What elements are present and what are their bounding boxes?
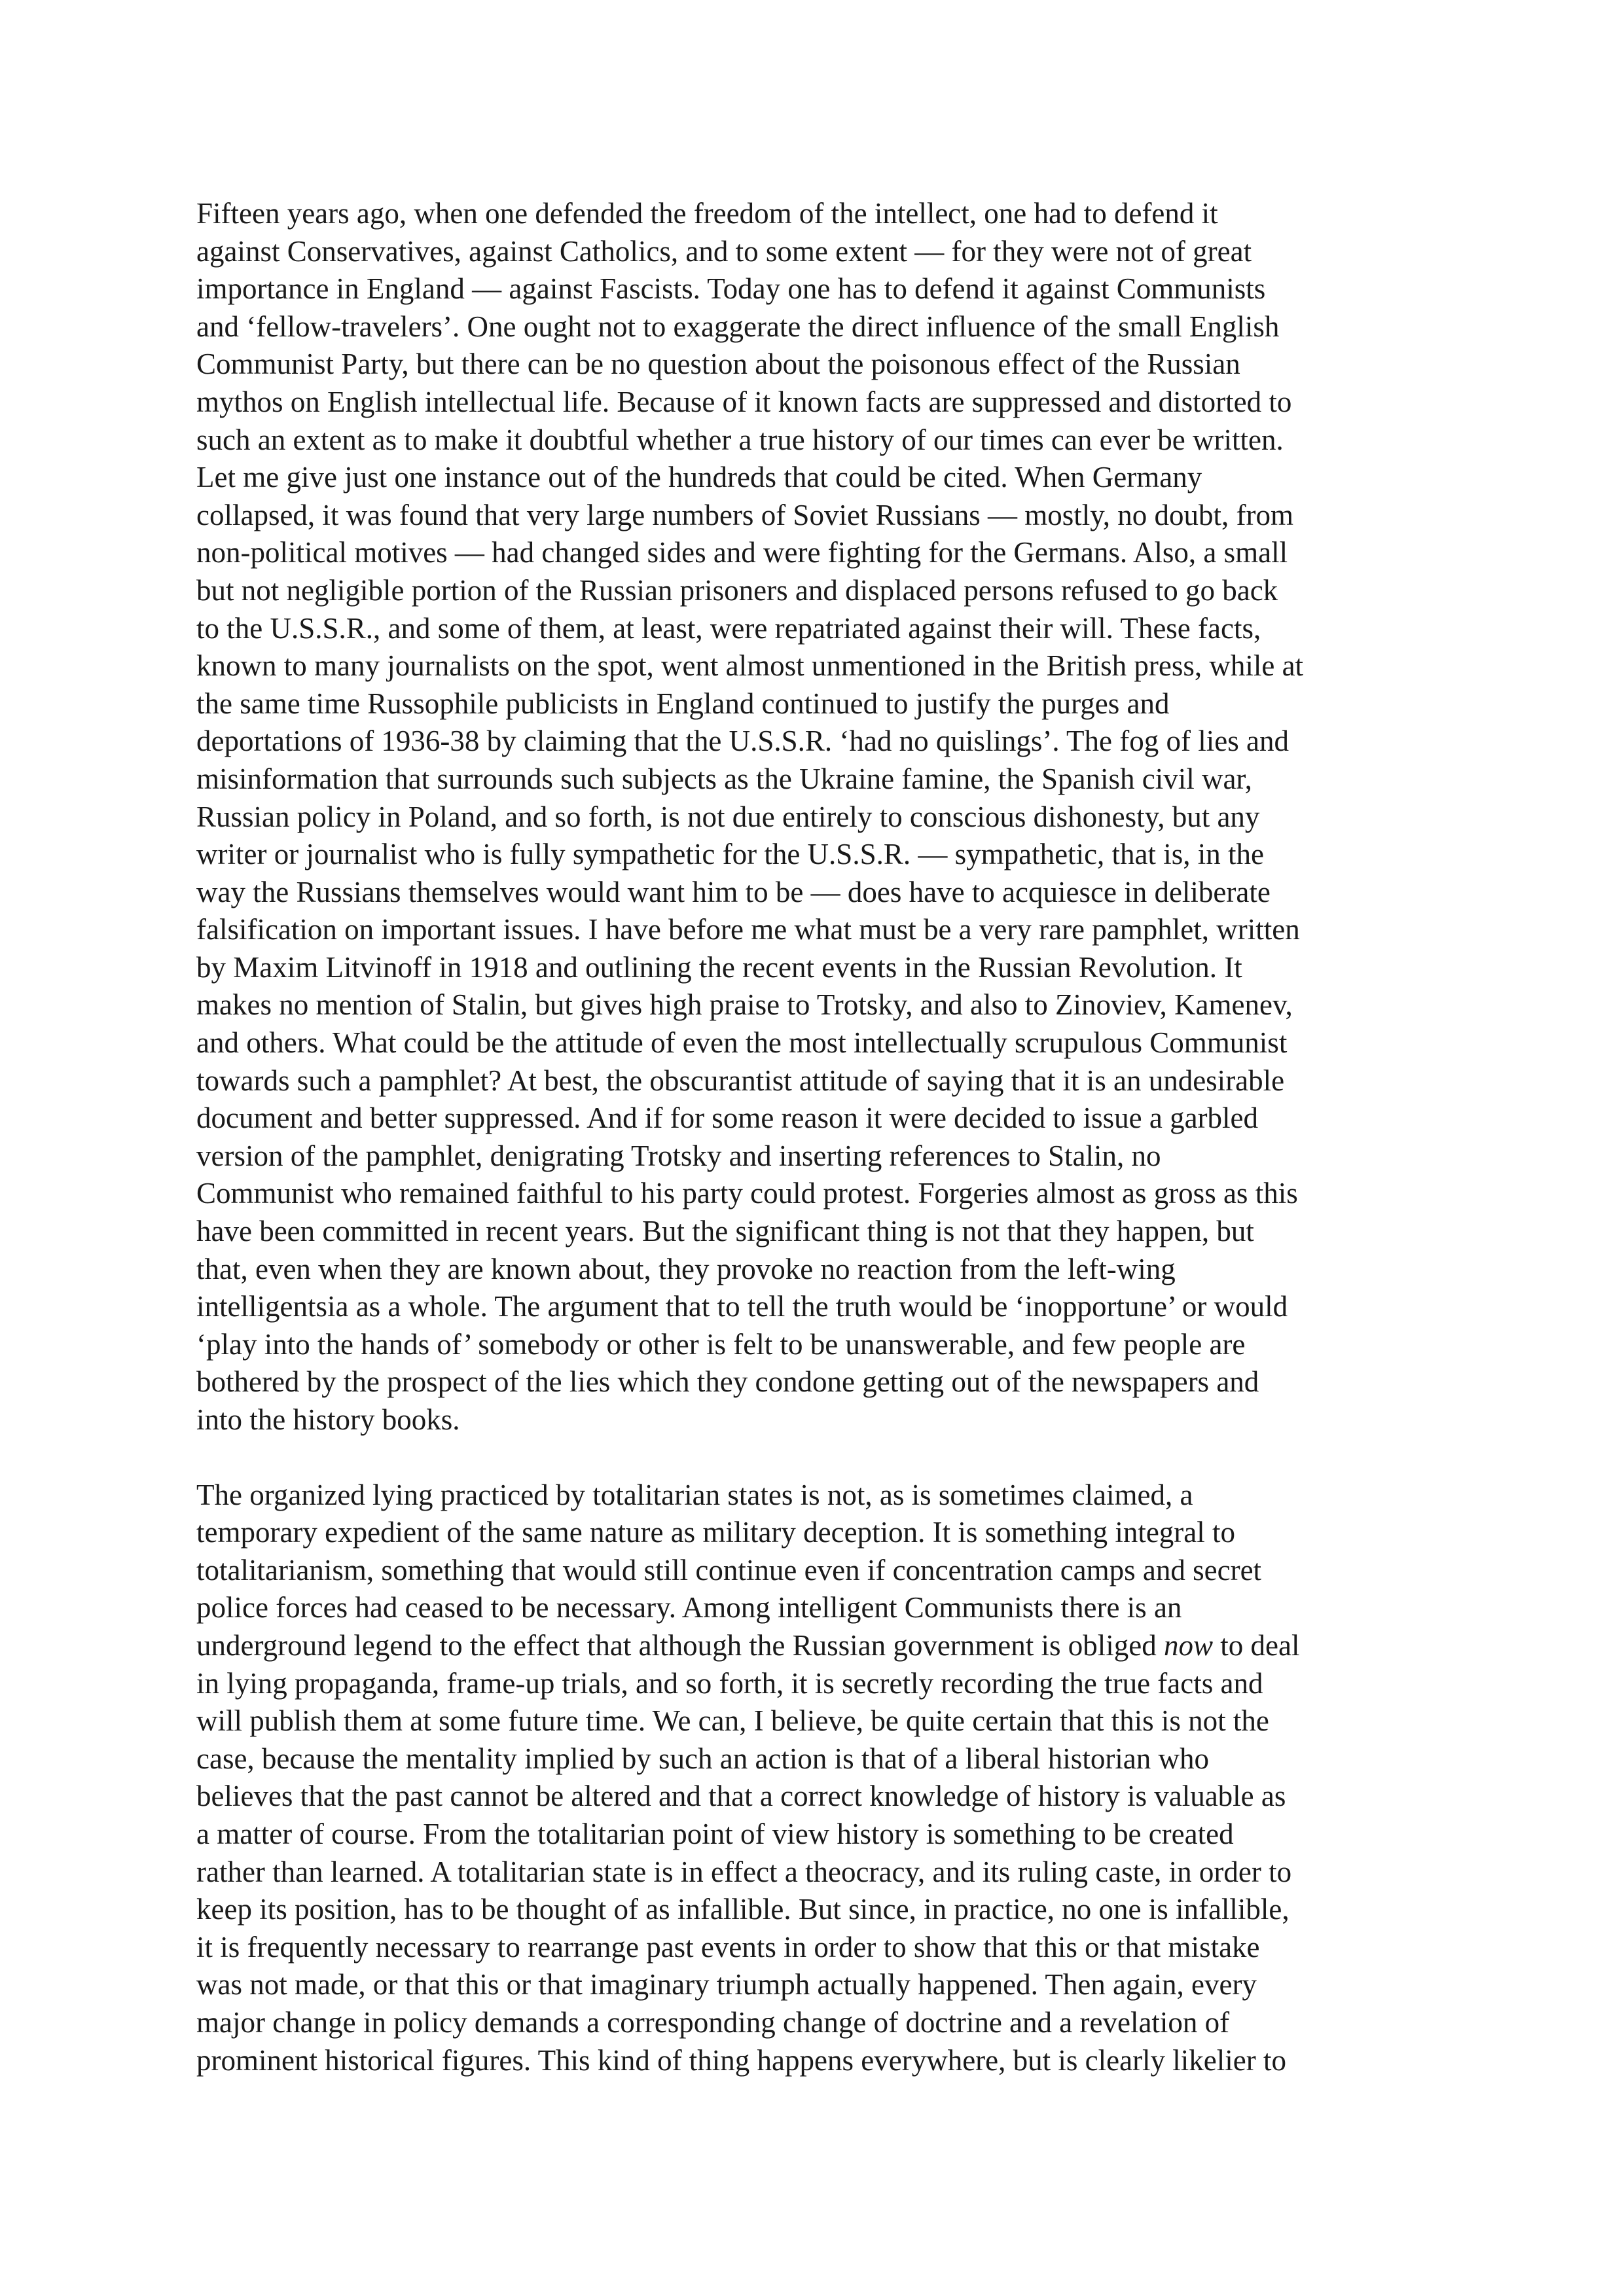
text-line: document and better suppressed. And if for some reason it were decided to issue a garbled xyxy=(196,1102,1258,1135)
text-line: falsification on important issues. I have before me what must be a very rare pamphlet, written xyxy=(196,913,1300,946)
text-segment: underground legend to the effect that although the Russian government is obliged xyxy=(196,1628,1164,1662)
text-line: writer or journalist who is fully sympathetic for the U.S.S.R. — sympathetic, that is, in the xyxy=(196,838,1265,871)
document-page xyxy=(196,195,1440,2117)
text-line: intelligentsia as a whole. The argument that to tell the truth would be ‘inopportune’ or would xyxy=(196,1290,1288,1323)
text-line: have been committed in recent years. But the significant thing is not that they happen, but xyxy=(196,1215,1254,1248)
text-line: ‘play into the hands of’ somebody or other is felt to be unanswerable, and few people are xyxy=(196,1327,1246,1361)
text-line: misinformation that surrounds such subjects as the Ukraine famine, the Spanish civil war, xyxy=(196,762,1252,795)
text-line: Communist who remained faithful to his party could protest. Forgeries almost as gross as this xyxy=(196,1177,1298,1210)
text-line: Communist Party, but there can be no question about the poisonous effect of the Russian xyxy=(196,348,1240,381)
text-line: will publish them at some future time. We can, I believe, be quite certain that this is not the xyxy=(196,1704,1269,1738)
text-line: The organized lying practiced by totalitarian states is not, as is sometimes claimed, a xyxy=(196,1478,1193,1511)
text-line: that, even when they are known about, they provoke no reaction from the left-wing xyxy=(196,1252,1176,1285)
text-line: towards such a pamphlet? At best, the obscurantist attitude of saying that it is an undesirable xyxy=(196,1064,1285,1097)
text-line: by Maxim Litvinoff in 1918 and outlining the recent events in the Russian Revolution. It xyxy=(196,950,1242,984)
text-line: major change in policy demands a corresponding change of doctrine and a revelation of xyxy=(196,2005,1230,2039)
text-line: Let me give just one instance out of the hundreds that could be cited. When Germany xyxy=(196,461,1202,494)
text-line: and ‘fellow-travelers’. One ought not to exaggerate the direct influence of the small English xyxy=(196,310,1280,343)
text-line-with-italic xyxy=(196,1627,1440,1665)
text-line: temporary expedient of the same nature as military deception. It is something integral to xyxy=(196,1516,1236,1549)
text-line: deportations of 1936-38 by claiming that the U.S.S.R. ‘had no quislings’. The fog of lies and xyxy=(196,725,1289,758)
text-line: Fifteen years ago, when one defended the freedom of the intellect, one had to defend it xyxy=(196,197,1218,230)
text-line: but not negligible portion of the Russian prisoners and displaced persons refused to go back xyxy=(196,573,1278,607)
text-line: mythos on English intellectual life. Because of it known facts are suppressed and distorted to xyxy=(196,385,1292,418)
text-line: against Conservatives, against Catholics, and to some extent — for they were not of great xyxy=(196,234,1252,268)
text-line: and others. What could be the attitude of even the most intellectually scrupulous Communist xyxy=(196,1026,1288,1060)
paragraph-2 xyxy=(196,1477,1440,2080)
text-line: collapsed, it was found that very large numbers of Soviet Russians — mostly, no doubt, from xyxy=(196,498,1294,531)
text-line: a matter of course. From the totalitarian point of view history is something to be created xyxy=(196,1817,1234,1850)
text-line: way the Russians themselves would want him to be — does have to acquiesce in deliberate xyxy=(196,875,1271,908)
text-line: known to many journalists on the spot, went almost unmentioned in the British press, while at xyxy=(196,649,1304,683)
text-line: such an extent as to make it doubtful whether a true history of our times can ever be written. xyxy=(196,423,1284,456)
text-line: it is frequently necessary to rearrange past events in order to show that this or that mistake xyxy=(196,1930,1260,1964)
italic-word: now xyxy=(1164,1628,1214,1662)
text-line: case, because the mentality implied by such an action is that of a liberal historian who xyxy=(196,1742,1210,1775)
text-segment: to deal xyxy=(1213,1628,1300,1662)
text-line: was not made, or that this or that imaginary triumph actually happened. Then again, every xyxy=(196,1968,1257,2001)
text-line: rather than learned. A totalitarian state is in effect a theocracy, and its ruling caste, in order to xyxy=(196,1855,1292,1888)
text-line: to the U.S.S.R., and some of them, at least, were repatriated against their will. These facts, xyxy=(196,611,1261,645)
text-line: non-political motives — had changed sides and were fighting for the Germans. Also, a small xyxy=(196,536,1288,569)
text-line: makes no mention of Stalin, but gives high praise to Trotsky, and also to Zinoviev, Kamenev, xyxy=(196,988,1293,1022)
text-line: the same time Russophile publicists in England continued to justify the purges and xyxy=(196,687,1170,720)
text-line: prominent historical figures. This kind of thing happens everywhere, but is clearly likelier to xyxy=(196,2043,1286,2077)
text-line: importance in England — against Fascists. Today one has to defend it against Communists xyxy=(196,272,1266,306)
text-line: keep its position, has to be thought of as infallible. But since, in practice, no one is infallible, xyxy=(196,1893,1290,1926)
text-line: bothered by the prospect of the lies which they condone getting out of the newspapers and xyxy=(196,1365,1259,1399)
text-line: into the history books. xyxy=(196,1403,460,1436)
text-line: totalitarianism, something that would still continue even if concentration camps and secret xyxy=(196,1553,1262,1587)
text-line: Russian policy in Poland, and so forth, is not due entirely to conscious dishonesty, but any xyxy=(196,800,1260,833)
text-line: version of the pamphlet, denigrating Trotsky and inserting references to Stalin, no xyxy=(196,1139,1161,1172)
text-line: in lying propaganda, frame-up trials, and so forth, it is secretly recording the true facts and xyxy=(196,1666,1263,1700)
text-line: believes that the past cannot be altered and that a correct knowledge of history is valuable as xyxy=(196,1780,1286,1813)
text-line: police forces had ceased to be necessary. Among intelligent Communists there is an xyxy=(196,1591,1182,1624)
paragraph-1 xyxy=(196,195,1440,1439)
